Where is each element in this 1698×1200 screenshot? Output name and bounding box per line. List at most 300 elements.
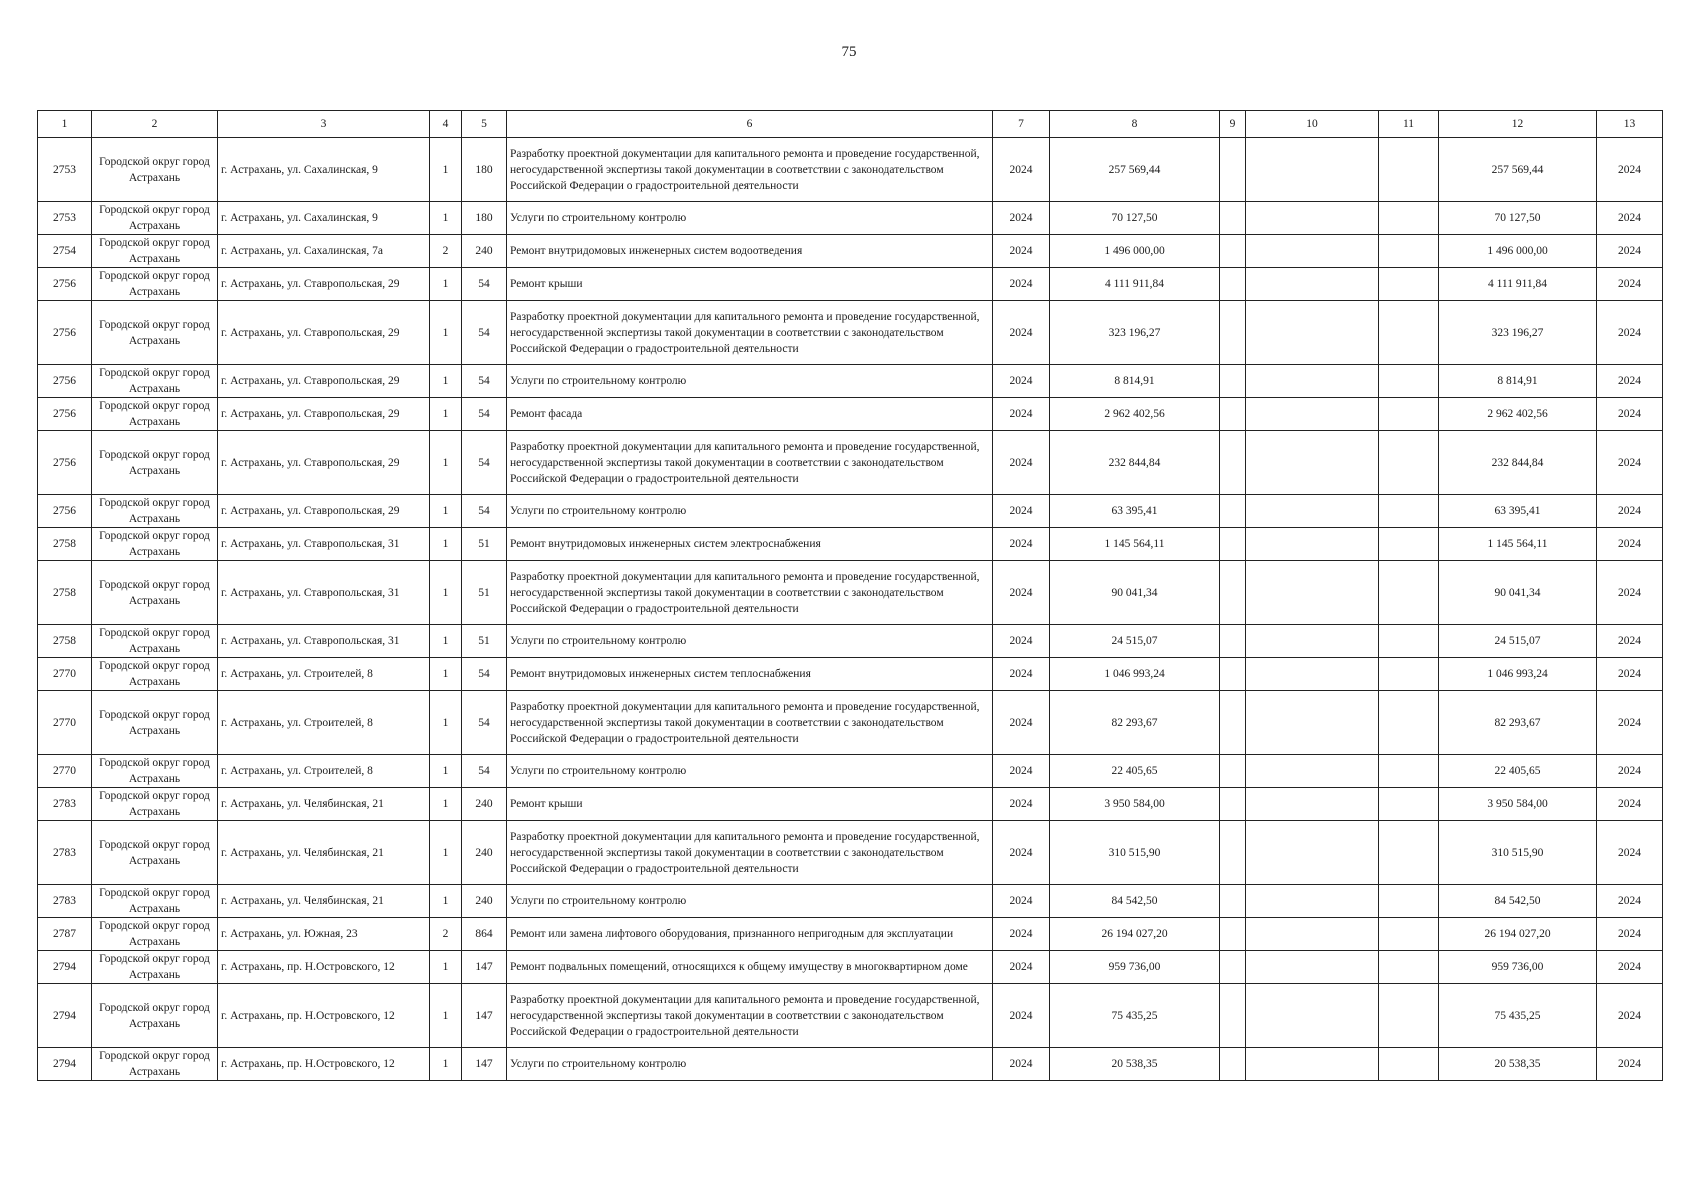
municipality-cell: Городской округ город Астрахань [92,365,218,398]
row-id-cell: 2753 [38,138,92,202]
year-cell: 2024 [993,821,1050,885]
cost-cell: 20 538,35 [1050,1048,1220,1081]
municipality-cell: Городской округ город Астрахань [92,138,218,202]
col9-cell [1220,951,1246,984]
total-cost-cell: 4 111 911,84 [1439,268,1597,301]
year-cell: 2024 [993,365,1050,398]
work-description-cell: Услуги по строительному контролю [507,625,993,658]
col10-cell [1246,495,1379,528]
number-cell: 147 [462,951,507,984]
row-id-cell: 2787 [38,918,92,951]
row-id-cell: 2756 [38,301,92,365]
col10-cell [1246,625,1379,658]
total-cost-cell: 75 435,25 [1439,984,1597,1048]
table-row [38,138,1663,202]
address-cell: г. Астрахань, ул. Ставропольская, 29 [218,301,430,365]
number-cell: 54 [462,365,507,398]
col11-cell [1379,561,1439,625]
address-cell: г. Астрахань, пр. Н.Островского, 12 [218,984,430,1048]
col9-cell [1220,1048,1246,1081]
header-cell: 5 [462,111,507,138]
work-description-cell: Ремонт подвальных помещений, относящихся к общему имуществу в многоквартирном доме [507,951,993,984]
number-cell: 54 [462,268,507,301]
table-row [38,625,1663,658]
municipality-cell: Городской округ город Астрахань [92,755,218,788]
work-description-cell: Услуги по строительному контролю [507,885,993,918]
col10-cell [1246,821,1379,885]
number-cell: 54 [462,495,507,528]
col10-cell [1246,1048,1379,1081]
municipality-cell: Городской округ город Астрахань [92,235,218,268]
table-row [38,821,1663,885]
table-row [38,755,1663,788]
table-row [38,268,1663,301]
number-cell: 240 [462,821,507,885]
work-description-cell: Ремонт внутридомовых инженерных систем электроснабжения [507,528,993,561]
header-cell: 10 [1246,111,1379,138]
col11-cell [1379,235,1439,268]
address-cell: г. Астрахань, ул. Ставропольская, 29 [218,495,430,528]
header-cell: 2 [92,111,218,138]
total-cost-cell: 310 515,90 [1439,821,1597,885]
count-cell: 1 [430,691,462,755]
table-row [38,202,1663,235]
total-cost-cell: 63 395,41 [1439,495,1597,528]
row-id-cell: 2758 [38,561,92,625]
address-cell: г. Астрахань, ул. Челябинская, 21 [218,821,430,885]
cost-cell: 1 496 000,00 [1050,235,1220,268]
completion-year-cell: 2024 [1597,885,1663,918]
col11-cell [1379,788,1439,821]
header-cell: 6 [507,111,993,138]
row-id-cell: 2783 [38,821,92,885]
col11-cell [1379,202,1439,235]
table-row [38,885,1663,918]
total-cost-cell: 70 127,50 [1439,202,1597,235]
total-cost-cell: 90 041,34 [1439,561,1597,625]
completion-year-cell: 2024 [1597,1048,1663,1081]
row-id-cell: 2758 [38,528,92,561]
count-cell: 2 [430,235,462,268]
row-id-cell: 2758 [38,625,92,658]
col11-cell [1379,138,1439,202]
cost-cell: 70 127,50 [1050,202,1220,235]
header-cell: 13 [1597,111,1663,138]
header-cell: 4 [430,111,462,138]
work-description-cell: Ремонт внутридомовых инженерных систем теплоснабжения [507,658,993,691]
total-cost-cell: 3 950 584,00 [1439,788,1597,821]
col9-cell [1220,365,1246,398]
cost-cell: 3 950 584,00 [1050,788,1220,821]
year-cell: 2024 [993,918,1050,951]
count-cell: 1 [430,625,462,658]
year-cell: 2024 [993,301,1050,365]
row-id-cell: 2756 [38,365,92,398]
number-cell: 54 [462,658,507,691]
col10-cell [1246,301,1379,365]
work-description-cell: Услуги по строительному контролю [507,1048,993,1081]
row-id-cell: 2794 [38,984,92,1048]
col10-cell [1246,658,1379,691]
address-cell: г. Астрахань, ул. Строителей, 8 [218,658,430,691]
address-cell: г. Астрахань, ул. Сахалинская, 9 [218,138,430,202]
total-cost-cell: 20 538,35 [1439,1048,1597,1081]
col9-cell [1220,528,1246,561]
col9-cell [1220,658,1246,691]
number-cell: 54 [462,398,507,431]
row-id-cell: 2783 [38,788,92,821]
table-row [38,495,1663,528]
municipality-cell: Городской округ город Астрахань [92,951,218,984]
number-cell: 54 [462,691,507,755]
address-cell: г. Астрахань, ул. Ставропольская, 29 [218,268,430,301]
year-cell: 2024 [993,885,1050,918]
cost-cell: 1 046 993,24 [1050,658,1220,691]
municipality-cell: Городской округ город Астрахань [92,495,218,528]
col10-cell [1246,984,1379,1048]
total-cost-cell: 1 145 564,11 [1439,528,1597,561]
row-id-cell: 2770 [38,691,92,755]
address-cell: г. Астрахань, ул. Строителей, 8 [218,755,430,788]
completion-year-cell: 2024 [1597,235,1663,268]
completion-year-cell: 2024 [1597,951,1663,984]
completion-year-cell: 2024 [1597,918,1663,951]
municipality-cell: Городской округ город Астрахань [92,431,218,495]
count-cell: 1 [430,984,462,1048]
col11-cell [1379,755,1439,788]
table-row [38,528,1663,561]
year-cell: 2024 [993,495,1050,528]
year-cell: 2024 [993,755,1050,788]
col9-cell [1220,561,1246,625]
total-cost-cell: 232 844,84 [1439,431,1597,495]
col10-cell [1246,268,1379,301]
row-id-cell: 2756 [38,398,92,431]
col11-cell [1379,268,1439,301]
col10-cell [1246,885,1379,918]
col9-cell [1220,202,1246,235]
count-cell: 1 [430,951,462,984]
number-cell: 180 [462,138,507,202]
year-cell: 2024 [993,1048,1050,1081]
count-cell: 1 [430,528,462,561]
number-cell: 240 [462,235,507,268]
year-cell: 2024 [993,691,1050,755]
number-cell: 180 [462,202,507,235]
row-id-cell: 2756 [38,268,92,301]
count-cell: 1 [430,755,462,788]
col11-cell [1379,658,1439,691]
municipality-cell: Городской округ город Астрахань [92,398,218,431]
completion-year-cell: 2024 [1597,984,1663,1048]
municipality-cell: Городской округ город Астрахань [92,918,218,951]
col9-cell [1220,984,1246,1048]
year-cell: 2024 [993,268,1050,301]
municipality-cell: Городской округ город Астрахань [92,788,218,821]
work-description-cell: Услуги по строительному контролю [507,202,993,235]
col10-cell [1246,202,1379,235]
work-description-cell: Услуги по строительному контролю [507,755,993,788]
col11-cell [1379,821,1439,885]
col11-cell [1379,301,1439,365]
cost-cell: 1 145 564,11 [1050,528,1220,561]
year-cell: 2024 [993,658,1050,691]
work-description-cell: Разработку проектной документации для капитального ремонта и проведение государственной, негосударственной экспертизы такой документации в соответствии с законодательством Российской Федерации о градостроительной деятельности [507,821,993,885]
col9-cell [1220,431,1246,495]
municipality-cell: Городской округ город Астрахань [92,658,218,691]
completion-year-cell: 2024 [1597,561,1663,625]
work-description-cell: Разработку проектной документации для капитального ремонта и проведение государственной, негосударственной экспертизы такой документации в соответствии с законодательством Российской Федерации о градостроительной деятельности [507,431,993,495]
municipality-cell: Городской округ город Астрахань [92,984,218,1048]
cost-cell: 63 395,41 [1050,495,1220,528]
col9-cell [1220,301,1246,365]
page-number: 75 [841,44,857,60]
cost-cell: 22 405,65 [1050,755,1220,788]
count-cell: 1 [430,1048,462,1081]
completion-year-cell: 2024 [1597,268,1663,301]
total-cost-cell: 8 814,91 [1439,365,1597,398]
year-cell: 2024 [993,788,1050,821]
table-row [38,561,1663,625]
row-id-cell: 2754 [38,235,92,268]
number-cell: 54 [462,431,507,495]
col10-cell [1246,691,1379,755]
total-cost-cell: 1 496 000,00 [1439,235,1597,268]
header-cell: 12 [1439,111,1597,138]
count-cell: 1 [430,788,462,821]
col9-cell [1220,235,1246,268]
number-cell: 54 [462,755,507,788]
total-cost-cell: 26 194 027,20 [1439,918,1597,951]
cost-cell: 82 293,67 [1050,691,1220,755]
completion-year-cell: 2024 [1597,755,1663,788]
year-cell: 2024 [993,398,1050,431]
completion-year-cell: 2024 [1597,788,1663,821]
number-cell: 240 [462,788,507,821]
work-description-cell: Ремонт фасада [507,398,993,431]
municipality-cell: Городской округ город Астрахань [92,561,218,625]
table-row [38,658,1663,691]
table-row [38,984,1663,1048]
header-cell: 8 [1050,111,1220,138]
year-cell: 2024 [993,984,1050,1048]
col11-cell [1379,691,1439,755]
cost-cell: 310 515,90 [1050,821,1220,885]
count-cell: 1 [430,821,462,885]
header-cell: 9 [1220,111,1246,138]
cost-cell: 2 962 402,56 [1050,398,1220,431]
row-id-cell: 2756 [38,495,92,528]
address-cell: г. Астрахань, ул. Строителей, 8 [218,691,430,755]
address-cell: г. Астрахань, ул. Ставропольская, 31 [218,625,430,658]
municipality-cell: Городской округ город Астрахань [92,268,218,301]
col10-cell [1246,561,1379,625]
number-cell: 240 [462,885,507,918]
cost-cell: 232 844,84 [1050,431,1220,495]
completion-year-cell: 2024 [1597,365,1663,398]
col9-cell [1220,885,1246,918]
header-cell: 1 [38,111,92,138]
cost-cell: 75 435,25 [1050,984,1220,1048]
municipality-cell: Городской округ город Астрахань [92,202,218,235]
col9-cell [1220,398,1246,431]
col10-cell [1246,138,1379,202]
header-cell: 7 [993,111,1050,138]
cost-cell: 323 196,27 [1050,301,1220,365]
work-description-cell: Ремонт внутридомовых инженерных систем водоотведения [507,235,993,268]
municipality-cell: Городской округ город Астрахань [92,821,218,885]
municipality-cell: Городской округ город Астрахань [92,301,218,365]
count-cell: 1 [430,658,462,691]
cost-cell: 4 111 911,84 [1050,268,1220,301]
address-cell: г. Астрахань, ул. Сахалинская, 9 [218,202,430,235]
total-cost-cell: 22 405,65 [1439,755,1597,788]
work-description-cell: Ремонт крыши [507,788,993,821]
completion-year-cell: 2024 [1597,398,1663,431]
year-cell: 2024 [993,431,1050,495]
address-cell: г. Астрахань, ул. Челябинская, 21 [218,788,430,821]
col11-cell [1379,398,1439,431]
address-cell: г. Астрахань, ул. Ставропольская, 29 [218,365,430,398]
year-cell: 2024 [993,625,1050,658]
number-cell: 51 [462,561,507,625]
number-cell: 864 [462,918,507,951]
year-cell: 2024 [993,138,1050,202]
col10-cell [1246,755,1379,788]
year-cell: 2024 [993,202,1050,235]
col11-cell [1379,495,1439,528]
row-id-cell: 2770 [38,658,92,691]
col9-cell [1220,821,1246,885]
count-cell: 1 [430,202,462,235]
table-row [38,1048,1663,1081]
total-cost-cell: 1 046 993,24 [1439,658,1597,691]
work-description-cell: Разработку проектной документации для капитального ремонта и проведение государственной, негосударственной экспертизы такой документации в соответствии с законодательством Российской Федерации о градостроительной деятельности [507,301,993,365]
col11-cell [1379,1048,1439,1081]
completion-year-cell: 2024 [1597,821,1663,885]
work-description-cell: Ремонт крыши [507,268,993,301]
row-id-cell: 2770 [38,755,92,788]
row-id-cell: 2794 [38,951,92,984]
col9-cell [1220,495,1246,528]
work-description-cell: Ремонт или замена лифтового оборудования, признанного непригодным для эксплуатации [507,918,993,951]
number-cell: 147 [462,984,507,1048]
total-cost-cell: 257 569,44 [1439,138,1597,202]
col11-cell [1379,431,1439,495]
row-id-cell: 2753 [38,202,92,235]
table-row [38,235,1663,268]
count-cell: 1 [430,561,462,625]
col10-cell [1246,951,1379,984]
cost-cell: 26 194 027,20 [1050,918,1220,951]
header-cell: 3 [218,111,430,138]
col11-cell [1379,951,1439,984]
col11-cell [1379,625,1439,658]
count-cell: 1 [430,365,462,398]
completion-year-cell: 2024 [1597,202,1663,235]
municipality-cell: Городской округ город Астрахань [92,691,218,755]
works-table [37,110,1663,1081]
year-cell: 2024 [993,561,1050,625]
total-cost-cell: 82 293,67 [1439,691,1597,755]
year-cell: 2024 [993,235,1050,268]
address-cell: г. Астрахань, ул. Сахалинская, 7а [218,235,430,268]
work-description-cell: Разработку проектной документации для капитального ремонта и проведение государственной, негосударственной экспертизы такой документации в соответствии с законодательством Российской Федерации о градостроительной деятельности [507,691,993,755]
address-cell: г. Астрахань, ул. Ставропольская, 29 [218,398,430,431]
completion-year-cell: 2024 [1597,658,1663,691]
completion-year-cell: 2024 [1597,495,1663,528]
total-cost-cell: 959 736,00 [1439,951,1597,984]
col11-cell [1379,984,1439,1048]
header-cell: 11 [1379,111,1439,138]
address-cell: г. Астрахань, ул. Ставропольская, 31 [218,561,430,625]
completion-year-cell: 2024 [1597,431,1663,495]
table-row [38,788,1663,821]
completion-year-cell: 2024 [1597,691,1663,755]
header-row [38,111,1663,138]
year-cell: 2024 [993,528,1050,561]
table-row [38,918,1663,951]
col9-cell [1220,755,1246,788]
count-cell: 1 [430,138,462,202]
col9-cell [1220,691,1246,755]
row-id-cell: 2794 [38,1048,92,1081]
work-description-cell: Услуги по строительному контролю [507,365,993,398]
count-cell: 1 [430,495,462,528]
col11-cell [1379,885,1439,918]
col9-cell [1220,268,1246,301]
municipality-cell: Городской округ город Астрахань [92,625,218,658]
address-cell: г. Астрахань, пр. Н.Островского, 12 [218,951,430,984]
total-cost-cell: 24 515,07 [1439,625,1597,658]
count-cell: 1 [430,885,462,918]
address-cell: г. Астрахань, ул. Ставропольская, 29 [218,431,430,495]
table-row [38,301,1663,365]
address-cell: г. Астрахань, ул. Челябинская, 21 [218,885,430,918]
work-description-cell: Разработку проектной документации для капитального ремонта и проведение государственной, негосударственной экспертизы такой документации в соответствии с законодательством Российской Федерации о градостроительной деятельности [507,984,993,1048]
table-row [38,431,1663,495]
municipality-cell: Городской округ город Астрахань [92,885,218,918]
col10-cell [1246,788,1379,821]
col9-cell [1220,625,1246,658]
total-cost-cell: 84 542,50 [1439,885,1597,918]
number-cell: 51 [462,625,507,658]
municipality-cell: Городской округ город Астрахань [92,528,218,561]
col11-cell [1379,365,1439,398]
municipality-cell: Городской округ город Астрахань [92,1048,218,1081]
work-description-cell: Разработку проектной документации для капитального ремонта и проведение государственной, негосударственной экспертизы такой документации в соответствии с законодательством Российской Федерации о градостроительной деятельности [507,138,993,202]
col10-cell [1246,235,1379,268]
address-cell: г. Астрахань, ул. Ставропольская, 31 [218,528,430,561]
col10-cell [1246,528,1379,561]
table-row [38,951,1663,984]
count-cell: 1 [430,431,462,495]
row-id-cell: 2756 [38,431,92,495]
completion-year-cell: 2024 [1597,625,1663,658]
count-cell: 2 [430,918,462,951]
col10-cell [1246,431,1379,495]
count-cell: 1 [430,268,462,301]
col11-cell [1379,918,1439,951]
work-description-cell: Разработку проектной документации для капитального ремонта и проведение государственной, негосударственной экспертизы такой документации в соответствии с законодательством Российской Федерации о градостроительной деятельности [507,561,993,625]
col9-cell [1220,918,1246,951]
col11-cell [1379,528,1439,561]
completion-year-cell: 2024 [1597,301,1663,365]
work-description-cell: Услуги по строительному контролю [507,495,993,528]
completion-year-cell: 2024 [1597,528,1663,561]
address-cell: г. Астрахань, ул. Южная, 23 [218,918,430,951]
total-cost-cell: 2 962 402,56 [1439,398,1597,431]
